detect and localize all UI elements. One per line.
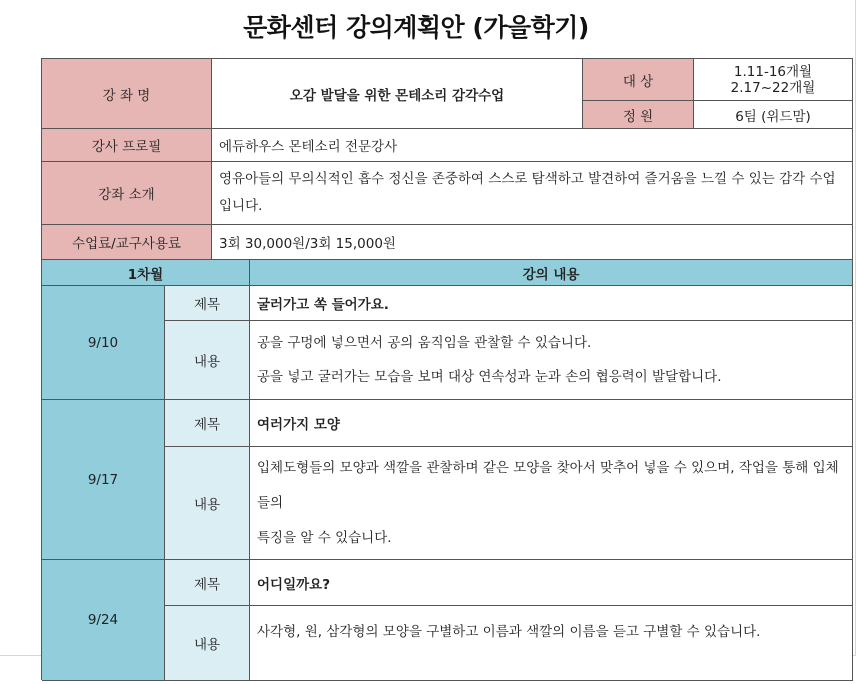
session-content-label: 내용 [165, 321, 250, 400]
course-name-value: 오감 발달을 위한 몬테소리 감각수업 [212, 59, 583, 129]
target-line-2: 2.17~22개월 [730, 79, 816, 96]
target-value [694, 59, 853, 101]
session-content-line: 공을 구멍에 넣으면서 공의 움직임을 관찰할 수 있습니다. [257, 335, 592, 351]
session-content-line: 공을 넣고 굴러가는 모습을 보며 대상 연속성과 눈과 손의 협응력이 발달합니다. [257, 369, 722, 385]
target-line-1: 1.11-16개월 [733, 63, 813, 80]
document-title: 문화센터 강의계획안 (가을학기) [243, 13, 589, 42]
capacity-value: 6팀 (위드맘) [694, 101, 853, 129]
session-title-label: 제목 [165, 560, 250, 606]
capacity-label: 정 원 [583, 101, 694, 129]
session-content-label: 내용 [165, 606, 250, 681]
session-content [250, 606, 853, 681]
content-header: 강의 내용 [250, 260, 853, 286]
session-date: 9/10 [42, 286, 165, 400]
session-title: 여러가지 모양 [250, 400, 853, 447]
session-content-line: 입체도형들의 모양과 색깔을 관찰하며 같은 모양을 찾아서 맞추어 넣을 수 있으며, 작업을 통해 입체들의 [257, 459, 839, 511]
session-content-label: 내용 [165, 447, 250, 560]
target-label: 대 상 [583, 59, 694, 101]
session-content [250, 321, 853, 400]
session-content [250, 447, 853, 560]
fee-label: 수업료/교구사용료 [42, 225, 212, 260]
instructor-label: 강사 프로필 [42, 129, 212, 162]
intro-label: 강좌 소개 [42, 162, 212, 225]
course-name-label: 강 좌 명 [42, 59, 212, 129]
session-title: 굴러가고 쏙 들어가요. [250, 286, 853, 321]
session-content-line: 특징을 알 수 있습니다. [257, 529, 392, 546]
session-title-label: 제목 [165, 400, 250, 447]
lecture-plan-table [41, 58, 853, 680]
session-title: 어디일까요? [250, 560, 853, 606]
session-content-line: 사각형, 원, 삼각형의 모양을 구별하고 이름과 색깔의 이름을 듣고 구별할 수 있습니다. [257, 624, 761, 640]
session-date: 9/24 [42, 560, 165, 681]
session-date: 9/17 [42, 400, 165, 560]
intro-value: 영유아들의 무의식적인 흡수 정신을 존중하여 스스로 탐색하고 발견하여 즐거움을 느낄 수 있는 감각 수업입니다. [212, 162, 853, 225]
fee-value: 3회 30,000원/3회 15,000원 [212, 225, 853, 260]
session-title-label: 제목 [165, 286, 250, 321]
instructor-value: 에듀하우스 몬테소리 전문강사 [212, 129, 853, 162]
month-header: 1차월 [42, 260, 250, 286]
